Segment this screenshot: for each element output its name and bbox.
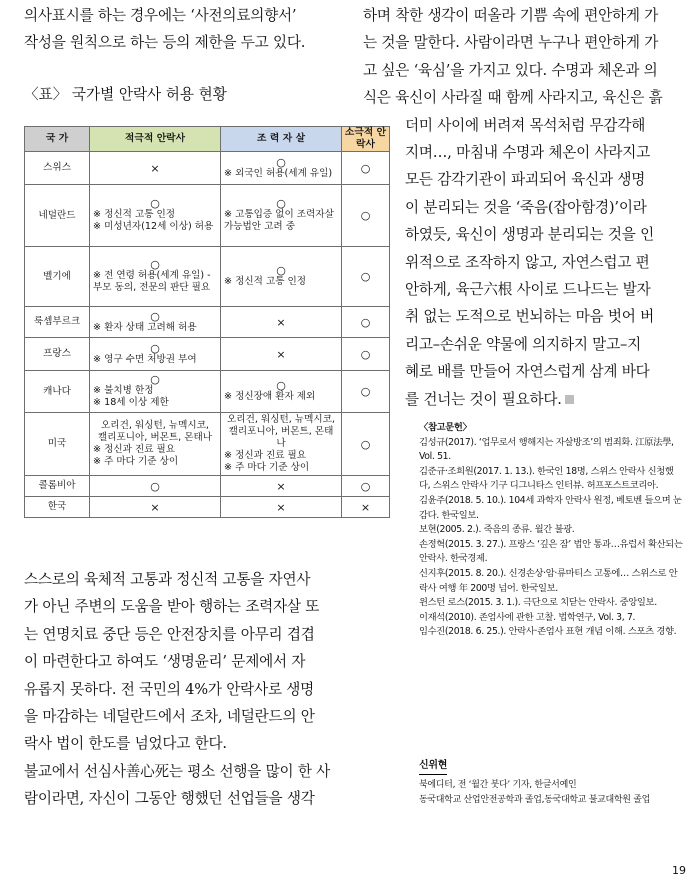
text-line: 불교에서 선심사善心死는 평소 선행을 많이 한 사 — [24, 762, 331, 780]
text-line: 안하게, 육근六根 사이로 드나드는 발자 — [405, 281, 651, 299]
text-line: 지며…, 마침내 수명과 체온이 사라지고 — [405, 144, 651, 162]
condition-note: ※ 미성년자(12세 이상) 허용 — [93, 221, 214, 232]
country-cell: 룩셈부르크 — [25, 307, 90, 338]
active-cell — [90, 476, 221, 497]
status-mark: ○ — [360, 161, 371, 175]
status-mark: ○ — [360, 385, 371, 398]
author-bio-line-2: 동국대학교 산업안전공학과 졸업,동국대학교 불교대학원 졸업 — [419, 795, 651, 805]
text-line: 모든 감각기관이 파괴되어 육신과 생명 — [405, 171, 646, 189]
text-line: 고 싶은 ‘육심’을 가지고 있다. 수명과 체온과 의 — [363, 61, 658, 79]
state-list-line: 오리건, 워싱턴, 뉴멕시코, — [227, 414, 335, 425]
status-mark: ○ — [150, 479, 160, 493]
status-mark: ○ — [276, 197, 286, 210]
condition-note: ※ 정신적 고통 인정 — [93, 209, 176, 220]
condition-note: ※ 영구 수면 처방권 부여 — [93, 353, 197, 365]
condition-note: ※ 환자 상태 고려해 허용 — [93, 321, 197, 333]
status-mark: ○ — [150, 373, 160, 386]
text-line: 이 마련한다고 하여도 ‘생명윤리’ 문제에서 자 — [24, 653, 306, 671]
status-mark: × — [276, 479, 286, 493]
reference-item: 윈스턴 로스(2015. 3. 1.). 극단으로 치닫는 안락사. 중앙일보. — [419, 597, 657, 609]
table-row — [25, 497, 390, 518]
reference-item: 신지후(2015. 8. 20.). 신경손상·암·류마티스 고통에… 스위스로 안락사 여행 年 200명 넘어. 한국일보. — [419, 567, 678, 594]
passive-cell — [342, 413, 390, 476]
assisted-cell — [221, 497, 342, 518]
text-line: 위적으로 조작하지 않고, 자연스럽고 편 — [405, 253, 650, 271]
status-mark: × — [360, 500, 371, 514]
active-cell — [90, 497, 221, 518]
table-row — [25, 413, 390, 476]
condition-note: ※ 주 마다 기준 상이 — [224, 462, 310, 473]
text-line: 더미 사이에 버려져 목석처럼 무감각해 — [405, 116, 646, 134]
end-mark-icon — [565, 395, 574, 404]
status-mark: × — [276, 347, 286, 361]
table-row — [25, 476, 390, 497]
state-list-line: 오리건, 워싱턴, 뉴멕시코, — [101, 420, 209, 431]
active-cell — [90, 247, 221, 307]
text-line: 는 연명치료 중단 등은 안전장치를 아무리 겹겹 — [24, 625, 315, 643]
text-line: 유롭지 못하다. 전 국민의 4%가 안락사로 생명 — [24, 680, 315, 698]
text-line: 스스로의 육체적 고통과 정신적 고통을 자연사 — [24, 571, 311, 588]
text-line: 혜로 배를 만들어 자연스럽게 삼계 바다 — [405, 363, 650, 381]
condition-note: ※ 불치병 한정 — [93, 385, 154, 396]
table-row — [25, 185, 390, 247]
status-mark: ○ — [150, 197, 160, 210]
author-bio-line-1: 북에디터, 전 ‘월간 붓다’ 기자, 한글서예인 — [419, 780, 577, 790]
status-mark: ○ — [360, 270, 371, 283]
reference-item: 이재석(2010). 존엄사에 관한 고찰. 법학연구, Vol. 3, 7. — [419, 611, 636, 623]
country-cell: 벨기에 — [25, 247, 90, 307]
left-column-top-text — [24, 2, 354, 57]
assisted-cell — [221, 371, 342, 413]
status-mark: ○ — [150, 258, 160, 271]
assisted-cell — [221, 247, 342, 307]
references-list — [419, 436, 684, 640]
assisted-cell — [221, 413, 342, 476]
reference-item: 손정혁(2015. 3. 27.). 프랑스 ‘깊은 잠’ 법안 통과…유럽서 확산되는 안락사. 한국경제. — [419, 538, 683, 565]
text-line: 의사표시를 하는 경우에는 ‘사전의료의향서’ — [24, 7, 297, 24]
text-line: 이 분리되는 것을 ‘죽음(잡아함경)’이라 — [405, 198, 647, 216]
condition-note: ※ 정신장애 환자 제외 — [224, 391, 316, 402]
assisted-cell — [221, 338, 342, 371]
assisted-cell — [221, 185, 342, 247]
country-cell: 콜롬비아 — [25, 476, 90, 497]
text-line: 가 아닌 주변의 도움을 받아 행하는 조력자살 또 — [24, 598, 320, 616]
active-cell — [90, 371, 221, 413]
text-line: 식은 육신이 사라질 때 함께 사라지고, 육신은 흙 — [363, 89, 663, 107]
reference-item: 김성규(2017). ‘업무로서 행해지는 자살방조’의 범죄화. 江原法學, Vol. 51. — [419, 436, 674, 463]
table-row — [25, 371, 390, 413]
author-box — [419, 758, 684, 808]
condition-note: ※ 정신과 진료 필요 — [93, 444, 176, 455]
table-row — [25, 338, 390, 371]
country-cell: 네덜란드 — [25, 185, 90, 247]
active-cell — [90, 413, 221, 476]
text-line: 를 건너는 것이 필요하다. — [363, 386, 683, 413]
header-passive-euthanasia: 소극적 안락사 — [342, 127, 390, 152]
active-cell — [90, 338, 221, 371]
status-mark: ○ — [150, 341, 160, 355]
text-line: 락사 법이 한도를 넘었다고 한다. — [24, 735, 227, 753]
references — [419, 421, 684, 640]
table-row — [25, 152, 390, 185]
text-line: 취 없는 도적으로 번뇌하는 마음 벗어 버 — [405, 308, 654, 326]
page-number: 19 — [672, 864, 686, 877]
reference-item: 보현(2005. 2.). 죽음의 종류. 월간 불광. — [419, 524, 575, 536]
table-header-row — [25, 127, 390, 152]
author-divider — [419, 774, 447, 775]
header-country: 국 가 — [25, 127, 90, 152]
assisted-cell — [221, 152, 342, 185]
status-mark: ○ — [276, 379, 286, 392]
country-cell: 스위스 — [25, 152, 90, 185]
status-mark: ○ — [150, 309, 160, 323]
text-line: 하였듯, 육신이 생명과 분리되는 것을 인 — [405, 226, 654, 244]
status-mark: ○ — [360, 209, 371, 222]
country-cell: 프랑스 — [25, 338, 90, 371]
condition-note: ※ 정신적 고통 인정 — [224, 276, 307, 287]
author-name: 신위현 — [419, 760, 448, 771]
text-line: 리고–손쉬운 약물에 의지하지 말고–지 — [405, 335, 641, 353]
status-mark: × — [276, 500, 286, 514]
text-line: 작성을 원칙으로 하는 등의 제한을 두고 있다. — [24, 34, 306, 52]
active-cell — [90, 185, 221, 247]
country-cell: 캐나다 — [25, 371, 90, 413]
text-line: 는 것을 말한다. 사람이라면 누구나 편안하게 가 — [363, 34, 659, 52]
status-mark: ○ — [360, 437, 371, 451]
reference-item: 임수진(2018. 6. 25.). 안락사·존엄사 표현 개념 이해. 스포츠 경향. — [419, 626, 677, 638]
condition-note: ※ 주 마다 기준 상이 — [93, 456, 179, 467]
condition-note: ※ 정신과 진료 필요 — [224, 450, 307, 461]
table-caption: 〈표〉 국가별 안락사 허용 현황 — [24, 86, 227, 103]
country-cell: 미국 — [25, 413, 90, 476]
status-mark: × — [150, 161, 160, 175]
left-column-bottom-text — [24, 566, 354, 813]
condition-note: ※ 전 연령 허용(세계 유일) - 부모 동의, 전문의 판단 필요 — [93, 270, 211, 293]
reference-item: 김준규·조희원(2017. 1. 13.). 한국인 18명, 스위스 안락사 신청했다, 스위스 안락사 기구 디그니타스 인터뷰. 허프포스트코리아. — [419, 465, 674, 492]
active-cell — [90, 307, 221, 338]
table-row — [25, 247, 390, 307]
status-mark: ○ — [360, 479, 371, 493]
state-list-line: 캘리포니아, 버몬트, 몬태나 — [97, 432, 213, 443]
text-line: 을 마감하는 네덜란드에서 조차, 네덜란드의 안 — [24, 708, 315, 726]
table-row — [25, 307, 390, 338]
state-list-line: 캘리포니아, 버몬트, 몬태나 — [228, 426, 334, 449]
status-mark: ○ — [276, 155, 286, 169]
header-assisted-suicide: 조 력 자 살 — [221, 127, 342, 152]
passive-cell — [342, 476, 390, 497]
status-mark: × — [150, 500, 160, 514]
right-column-text — [363, 2, 683, 413]
assisted-cell — [221, 476, 342, 497]
country-cell: 한국 — [25, 497, 90, 518]
header-active-euthanasia: 적극적 안락사 — [90, 127, 221, 152]
status-mark: × — [276, 315, 286, 329]
status-mark: ○ — [360, 347, 371, 361]
text-line: 람이라면, 자신이 그동안 행했던 선업들을 생각 — [24, 790, 315, 808]
passive-cell — [342, 497, 390, 518]
condition-note: ※ 18세 이상 제한 — [93, 397, 169, 408]
active-cell — [90, 152, 221, 185]
references-title: 〈참고문헌〉 — [419, 422, 472, 433]
euthanasia-by-country-table — [24, 126, 390, 518]
text-line: 하며 착한 생각이 떠올라 기쁨 속에 편안하게 가 — [363, 7, 659, 24]
reference-item: 김윤주(2018. 5. 10.). 104세 과학자 안락사 원정, 베토벤 들으며 눈감다. 한국일보. — [419, 494, 682, 521]
condition-note: ※ 고통입증 없이 조력자살 가능법안 고려 중 — [224, 209, 334, 232]
assisted-cell — [221, 307, 342, 338]
status-mark: ○ — [276, 264, 286, 277]
status-mark: ○ — [360, 315, 371, 329]
condition-note: ※ 외국인 허용(세계 유일) — [224, 167, 333, 179]
